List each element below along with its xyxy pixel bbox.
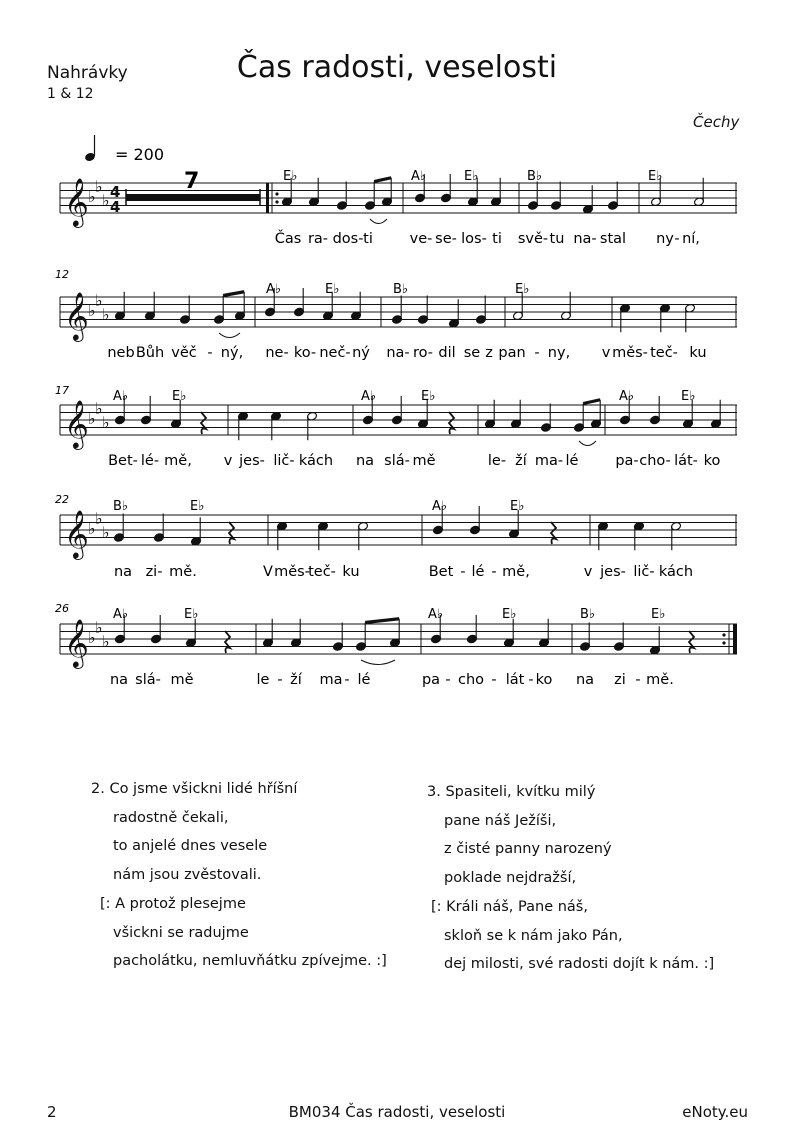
lyrics-row [114, 564, 693, 580]
treble-clef-icon: 𝄞 [64, 618, 89, 667]
lyric-syllable: ro- [412, 345, 434, 361]
flat-icon: ♭ [88, 519, 96, 538]
chord-row [283, 169, 662, 184]
flat-icon: ♭ [88, 301, 96, 320]
treble-clef-icon: 𝄞 [64, 177, 89, 226]
lyric-syllable: ma- [534, 453, 564, 469]
chord-symbol: E♭ [325, 282, 340, 297]
slur [219, 333, 240, 338]
lyric-syllable: na- [573, 231, 597, 247]
chord-symbol: A♭ [432, 499, 448, 514]
flat-icon: ♭ [95, 177, 103, 196]
chord-symbol: E♭ [184, 607, 199, 622]
lyric-syllable: lé- [140, 453, 160, 469]
chord-symbol: E♭ [502, 607, 517, 622]
lyric-syllable: cho [457, 672, 485, 688]
verse-line: dej milosti, své radosti dojít k nám. :] [444, 956, 715, 973]
song-title: Čas radosti, veselosti [236, 50, 558, 85]
lyric-syllable: le [256, 672, 270, 688]
lyric-syllable: ny [656, 231, 674, 247]
lyric-syllable: mě [170, 672, 194, 688]
multirest-bar [126, 194, 260, 201]
measure-number: 12 [55, 268, 69, 281]
verse-line: z čisté panny narozený [444, 841, 612, 858]
flat-icon: ♭ [102, 413, 110, 432]
treble-clef-icon: 𝄞 [64, 291, 89, 340]
chord-symbol: E♭ [421, 389, 436, 404]
lyric-syllable: svě- [517, 231, 549, 247]
quarter-rest-icon [201, 412, 206, 434]
lyric-syllable: Bůh [135, 345, 165, 361]
verse-2 [91, 775, 387, 976]
chord-symbol: A♭ [619, 389, 635, 404]
chord-symbol: B♭ [580, 607, 596, 622]
measure-number: 22 [55, 493, 69, 506]
recordings-label: Nahrávky [47, 63, 128, 83]
lyric-syllable: mě [412, 453, 436, 469]
eighth-beam [365, 619, 399, 623]
lyric-syllable: le- [487, 453, 507, 469]
slur [579, 441, 596, 446]
site-link[interactable]: eNoty.eu [682, 1103, 748, 1121]
chord-symbol: E♭ [464, 169, 479, 184]
measure-number: 17 [55, 384, 69, 397]
lyric-syllable: - [635, 672, 641, 688]
lyric-syllable: na [575, 672, 595, 688]
score-notes [64, 135, 737, 669]
verse-line: skloň se k nám jako Pán, [444, 927, 623, 944]
measure-number: 26 [55, 602, 69, 615]
lyric-syllable: ží [515, 453, 527, 469]
chord-symbol: E♭ [172, 389, 187, 404]
chord-row [266, 282, 529, 297]
lyric-syllable: z [485, 345, 493, 361]
flat-icon: ♭ [88, 409, 96, 428]
verse-line: 3. Spasiteli, kvítku milý [427, 784, 596, 800]
lyric-syllable: ku [689, 345, 707, 361]
lyric-syllable: lé [471, 564, 485, 580]
lyric-syllable: teč- [308, 564, 336, 580]
chord-symbol: E♭ [681, 389, 696, 404]
repeat-dot [275, 192, 278, 195]
lyric-syllable: ní, [682, 231, 700, 247]
flat-icon: ♭ [88, 628, 96, 647]
chord-symbol: E♭ [648, 169, 663, 184]
verse-line: všickni se radujme [113, 924, 249, 941]
lyric-syllable: - [344, 672, 350, 688]
lyric-syllable: V [263, 564, 273, 580]
lyric-syllable: - [528, 672, 534, 688]
eighth-beam [374, 178, 391, 182]
quarter-rest-icon [229, 522, 234, 544]
quarter-rest-icon [551, 522, 556, 544]
lyric-syllable: dil [438, 345, 456, 361]
tempo-marking: = 200 [115, 145, 165, 164]
final-barline [733, 624, 737, 654]
flat-icon: ♭ [95, 399, 103, 418]
lyric-syllable: ti [363, 231, 373, 247]
chord-symbol: E♭ [190, 499, 205, 514]
lyric-syllable: lát [505, 672, 525, 688]
lyric-syllable: na [113, 564, 133, 580]
flat-icon: ♭ [95, 291, 103, 310]
verse-3 [427, 778, 714, 979]
lyric-syllable: neb [107, 345, 135, 361]
lyric-syllable: měs- [274, 564, 310, 580]
lyric-syllable: slá- [384, 453, 410, 469]
chord-symbol: A♭ [428, 607, 444, 622]
flat-icon: ♭ [102, 523, 110, 542]
lyric-syllable: Bet [428, 564, 454, 580]
flat-icon: ♭ [102, 191, 110, 210]
lyric-syllable: ko [535, 672, 553, 688]
chord-symbol: E♭ [283, 169, 298, 184]
lyric-syllable: se- [435, 231, 457, 247]
lyric-syllable: mě. [169, 564, 197, 580]
chord-symbol: B♭ [113, 499, 129, 514]
quarter-rest-icon [689, 631, 694, 653]
lyric-syllable: ko [703, 453, 721, 469]
lyric-syllable: v [583, 564, 593, 580]
time-signature: 4 [110, 198, 121, 216]
lyric-syllable: na [109, 672, 129, 688]
lyric-syllable: lé [357, 672, 371, 688]
multirest-count: 7 [184, 169, 200, 194]
lyric-syllable: ný, [220, 345, 244, 361]
chord-symbol: B♭ [527, 169, 543, 184]
lyric-syllable: pa [421, 672, 441, 688]
recordings-numbers[interactable]: 1 & 12 [47, 86, 94, 102]
lyric-syllable: zi [614, 672, 626, 688]
verse-line: poklade nejdražší, [444, 870, 577, 887]
chord-symbol: E♭ [651, 607, 666, 622]
lyric-syllable: ra- [307, 231, 329, 247]
lyrics-row [107, 345, 706, 361]
lyric-syllable: kách [658, 564, 694, 580]
eighth-beam [223, 292, 244, 296]
lyric-syllable: slá- [135, 672, 161, 688]
chord-symbol: B♭ [393, 282, 409, 297]
chord-symbol: A♭ [411, 169, 427, 184]
verse-line: pacholátku, nemluvňátku zpívejme. :] [113, 953, 387, 970]
repeat-dot [275, 200, 278, 203]
lyrics-row [110, 672, 674, 688]
verse-line: pane náš Ježíši, [444, 812, 557, 829]
chord-symbol: A♭ [113, 607, 129, 622]
slur [370, 219, 387, 224]
lyric-syllable: - [207, 345, 213, 361]
lyric-syllable: v [601, 345, 611, 361]
flat-icon: ♭ [102, 632, 110, 651]
repeat-dot [722, 633, 725, 636]
lyric-syllable: teč- [650, 345, 678, 361]
treble-clef-icon: 𝄞 [64, 509, 89, 558]
lyric-syllable: věč [171, 345, 197, 361]
chord-row [113, 499, 524, 514]
chord-symbol: A♭ [113, 389, 129, 404]
lyric-syllable: ma [319, 672, 343, 688]
repeat-dot [722, 641, 725, 644]
lyric-syllable: jes- [600, 564, 626, 580]
lyric-syllable: lé [565, 453, 579, 469]
lyric-syllable: ží [290, 672, 302, 688]
chord-symbol: E♭ [515, 282, 530, 297]
lyric-syllable: ku [342, 564, 360, 580]
page-number: 2 [47, 1103, 57, 1121]
lyric-syllable: kách [298, 453, 334, 469]
treble-clef-icon: 𝄞 [64, 399, 89, 448]
lyric-syllable: ny, [547, 345, 571, 361]
lyric-syllable: pa- [615, 453, 639, 469]
chord-symbol: A♭ [361, 389, 377, 404]
lyric-syllable: - [460, 564, 466, 580]
eighth-beam [583, 400, 600, 404]
verse-line: radostně čekali, [113, 809, 229, 826]
lyric-syllable: dos- [332, 231, 364, 247]
lyric-syllable: cho- [639, 453, 671, 469]
flat-icon: ♭ [95, 618, 103, 637]
lyric-syllable: los- [461, 231, 487, 247]
lyric-syllable: neč- [319, 345, 351, 361]
quarter-rest-icon [225, 631, 230, 653]
chord-symbol: E♭ [510, 499, 525, 514]
verse-line: 2. Co jsme všickni lidé hříšní [91, 781, 298, 797]
lyric-syllable: ve- [409, 231, 433, 247]
lyric-syllable: - [445, 672, 451, 688]
lyric-syllable: - [534, 345, 540, 361]
chord-symbol: A♭ [266, 282, 282, 297]
lyric-syllable: mě, [164, 453, 192, 469]
song-origin: Čechy [693, 113, 740, 131]
lyric-syllable: Čas [274, 231, 302, 247]
lyric-syllable: mě, [502, 564, 530, 580]
repeat-barline [266, 183, 269, 213]
footer-title: BM034 Čas radosti, veselosti [288, 1103, 506, 1121]
lyric-syllable: lič- [273, 453, 295, 469]
lyric-syllable: tu [549, 231, 565, 247]
lyric-syllable: zi- [145, 564, 163, 580]
lyric-syllable: ko- [293, 345, 317, 361]
time-signature: 4 [110, 183, 121, 201]
lyric-syllable: - [491, 672, 497, 688]
lyric-syllable: - [674, 231, 680, 247]
verse-line: [: A protož plesejme [100, 895, 246, 912]
flat-icon: ♭ [95, 509, 103, 528]
lyric-syllable: Bet- [108, 453, 138, 469]
verse-line: nám jsou zvěstovali. [113, 867, 262, 884]
lyric-syllable: mě. [646, 672, 674, 688]
lyric-syllable: v [223, 453, 233, 469]
lyric-syllable: na- [386, 345, 410, 361]
slur [361, 660, 395, 665]
flat-icon: ♭ [102, 305, 110, 324]
lyric-syllable: ný [352, 345, 370, 361]
lyric-syllable: jes- [239, 453, 265, 469]
lyric-syllable: - [491, 564, 497, 580]
lyric-syllable: ti [492, 231, 502, 247]
verse-line: to anjelé dnes vesele [113, 838, 268, 855]
quarter-rest-icon [449, 412, 454, 434]
lyric-syllable: na [355, 453, 375, 469]
verse-line: [: Králi náš, Pane náš, [431, 898, 588, 915]
lyric-syllable: lát- [674, 453, 698, 469]
flat-icon: ♭ [88, 187, 96, 206]
lyric-syllable: lič- [633, 564, 655, 580]
chord-row [113, 389, 695, 404]
lyric-syllable: - [277, 672, 283, 688]
lyric-syllable: stal [599, 231, 627, 247]
lyric-syllable: ne- [265, 345, 289, 361]
lyrics-row [275, 229, 700, 247]
lyrics-row [108, 453, 720, 469]
lyric-syllable: měs- [612, 345, 648, 361]
lyric-syllable: pan [498, 345, 526, 361]
lyric-syllable: se [463, 345, 481, 361]
